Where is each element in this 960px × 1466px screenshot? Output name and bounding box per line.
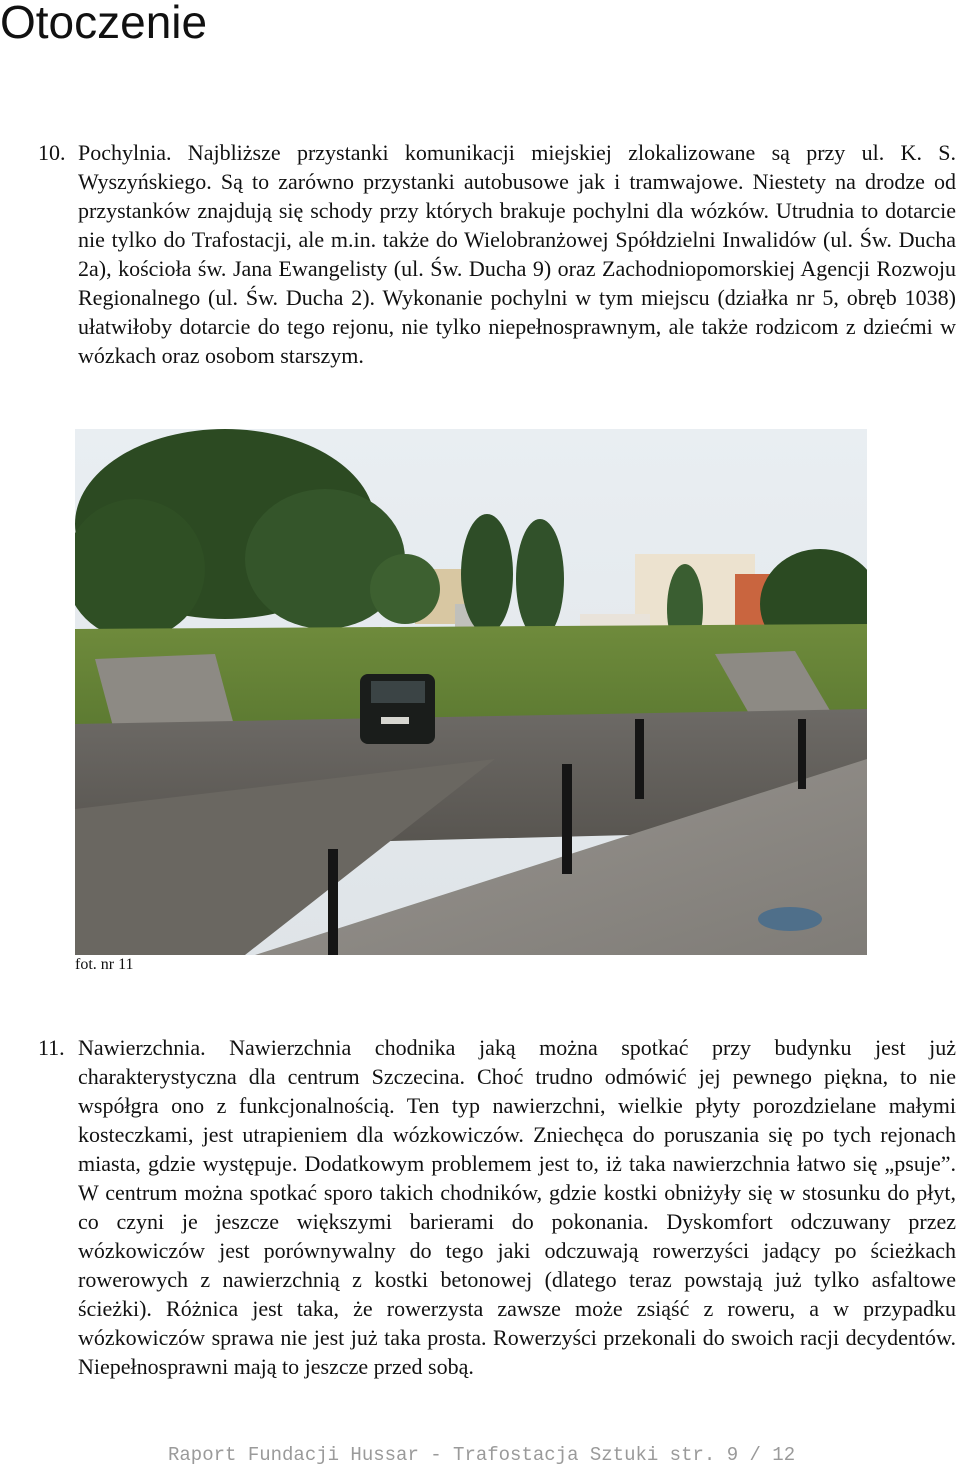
- page-title: Otoczenie: [0, 0, 208, 48]
- photo-caption: fot. nr 11: [75, 956, 134, 973]
- section-number: 11.: [38, 1035, 65, 1060]
- section-text: Pochylnia. Najbliższe przystanki komunikacji miejskiej zlokalizowane są przy ul. K. S. Wyszyńskiego. Są to zarówno przystanki autobusowe jak i tramwajowe. Niestety na drodze od przystanków znajdują się schody przy których brakuje pochylni dla wózków. Utrudnia to dotarcie nie tylko do Trafostacji, ale m.in. także do Wielobranżowej Spółdzielni Inwalidów (ul. Św. Ducha 2a), kościoła św. Jana Ewangelisty (ul. Św. Ducha 9) oraz Zachodniopomorskiej Agencji Rozwoju Regionalnego (ul. Św. Ducha 2). Wykonanie pochylni w tym miejscu (działka nr 5, obręb 1038) ułatwiłoby dotarcie do tego rejonu, nie tylko niepełnosprawnym, ale także rodzicom z dziećmi w wózkach oraz osobom starszym.: [78, 140, 956, 368]
- street-photo: [75, 429, 867, 955]
- section-pochylnia: [38, 138, 956, 370]
- page-footer: Raport Fundacji Hussar - Trafostacja Sztuki str. 9 / 12: [168, 1444, 796, 1466]
- section-number: 10.: [38, 140, 66, 165]
- section-nawierzchnia: [38, 1033, 956, 1381]
- section-text: Nawierzchnia. Nawierzchnia chodnika jaką można spotkać przy budynku jest już charakterystyczna dla centrum Szczecina. Choć trudno odmówić jej pewnego piękna, to nie współgra ono z funkcjonalnością. Ten typ nawierzchni, wielkie płyty porozdzielane małymi kosteczkami, jest utrapieniem dla wózkowiczów. Zniechęca do poruszania się po tych rejonach miasta, gdzie występuje. Dodatkowym problemem jest to, iż taka nawierzchnia łatwo się „psuje”. W centrum można spotkać sporo takich chodników, gdzie kostki obniżyły się w stosunku do płyt, co czyni je jeszcze większymi barierami do pokonania. Dyskomfort odczuwany przez wózkowiczów jest porównywalny do tego jaki odczuwają rowerzyści jadący po ścieżkach rowerowych z nawierzchnią z kostki betonowej (dlatego teraz powstają już tylko asfaltowe ścieżki). Różnica jest taka, że rowerzysta zawsze może zsiąść z roweru, a w przypadku wózkowiczów sprawa nie jest już taka prosta. Rowerzyści przekonali do swoich racji decydentów. Niepełnosprawni mają to jeszcze przed sobą.: [78, 1035, 956, 1379]
